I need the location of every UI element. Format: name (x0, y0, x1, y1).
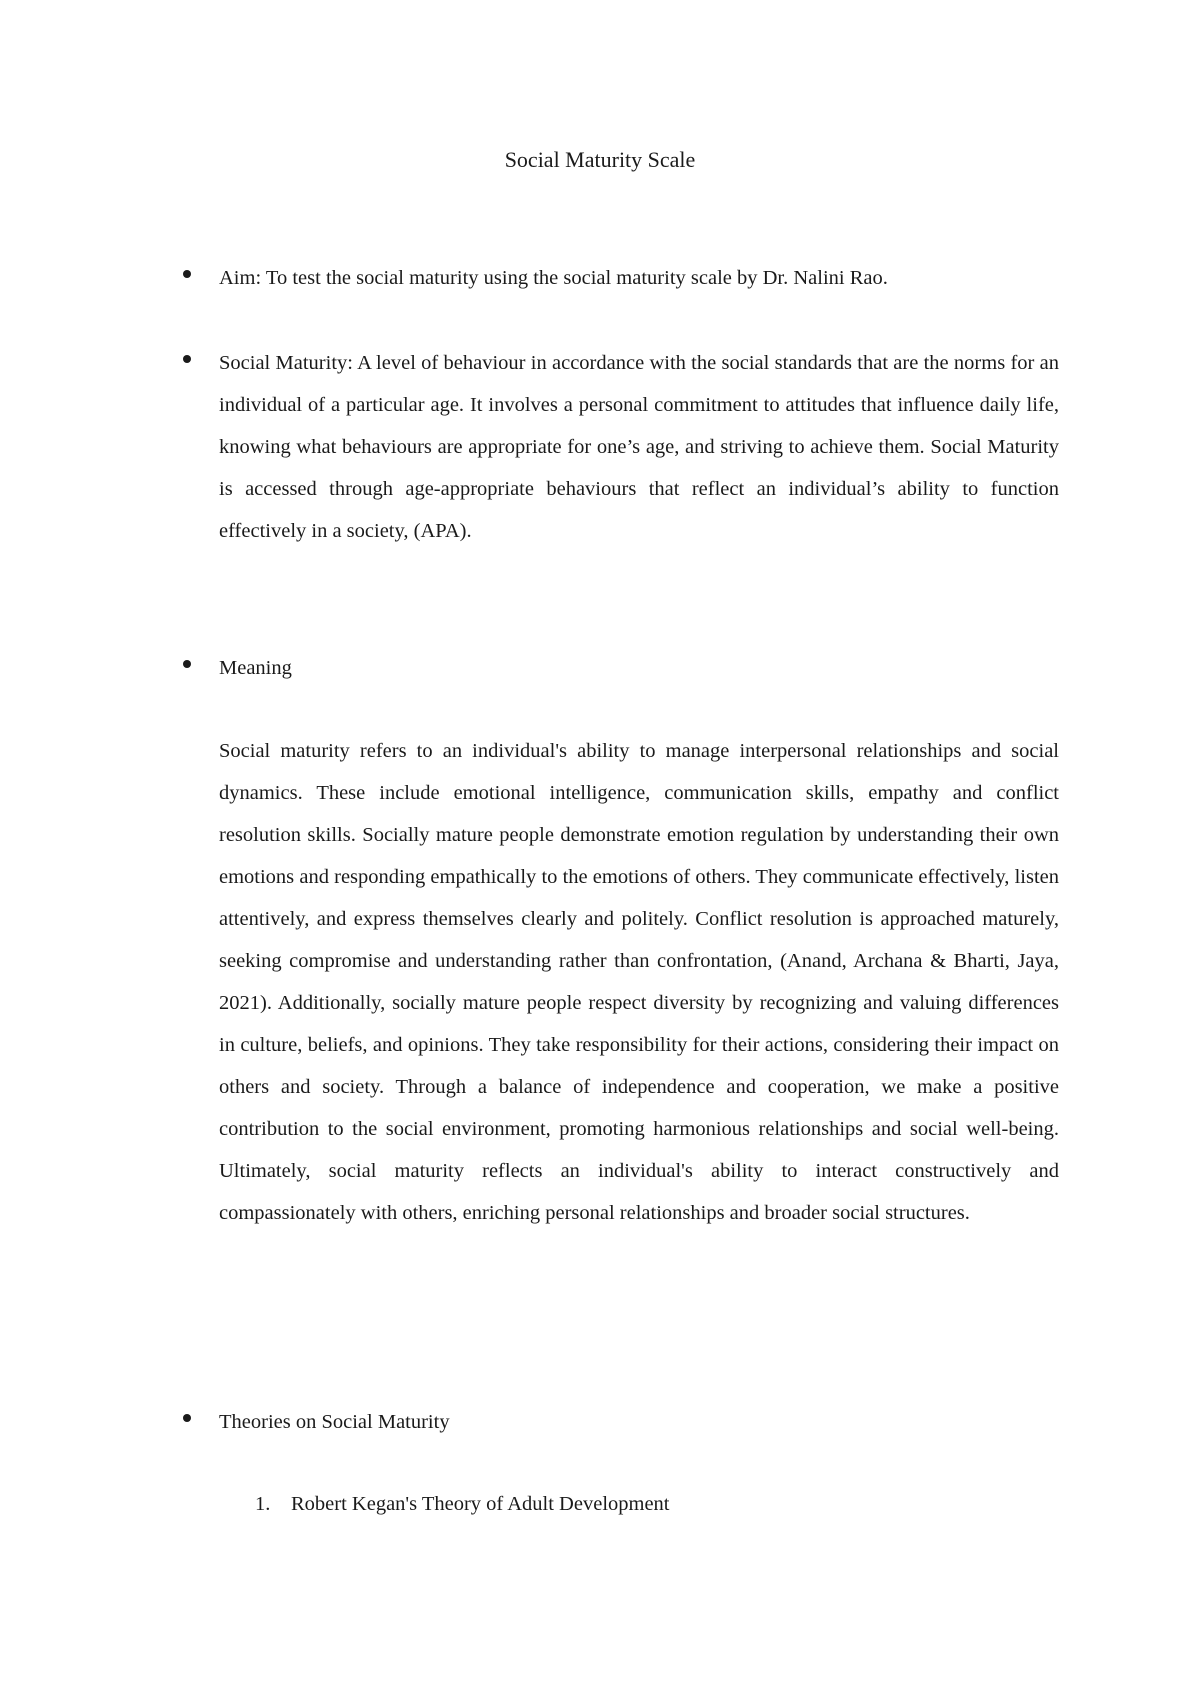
theory-list-item (255, 1483, 1035, 1525)
theory-label: Robert Kegan's Theory of Adult Development (291, 1493, 670, 1515)
bullet-dot (183, 660, 191, 668)
definition-text: Social Maturity: A level of behaviour in accordance with the social standards that are the norms for an individual of a particular age. It involves a personal commitment to attitudes that influence daily life, knowing what behaviours are appropriate for one’s age, and striving to achieve them. Social Maturity is accessed through age-appropriate behaviours that reflect an individual’s ability to function effectively in a society, (APA). (219, 352, 1059, 542)
aim-text: Aim: To test the social maturity using the social maturity scale by Dr. Nalini Rao. (219, 267, 888, 289)
meaning-paragraph: Social maturity refers to an individual's ability to manage interpersonal relationships and social dynamics. These include emotional intelligence, communication skills, empathy and conflict resolution skills. Socially mature people demonstrate emotion regulation by understanding their own emotions and responding empathically to the emotions of others. They communicate effectively, listen attentively, and express themselves clearly and politely. Conflict resolution is approached maturely, seeking compromise and understanding rather than confrontation, (Anand, Archana & Bharti, Jaya, 2021). Additionally, socially mature people respect diversity by recognizing and valuing differences in culture, beliefs, and opinions. They take responsibility for their actions, considering their impact on others and society. Through a balance of independence and cooperation, we make a positive contribution to the social environment, promoting harmonious relationships and social well-being. Ultimately, social maturity reflects an individual's ability to interact constructively and compassionately with others, enriching personal relationships and broader social structures. (219, 740, 1059, 1224)
bullet-dot (183, 355, 191, 363)
list-number: 1. (255, 1493, 271, 1515)
meaning-heading: Meaning (219, 657, 292, 679)
theories-heading: Theories on Social Maturity (219, 1411, 450, 1433)
document-title: Social Maturity Scale (504, 147, 696, 172)
bullet-dot (183, 270, 191, 278)
bullet-dot (183, 1414, 191, 1422)
